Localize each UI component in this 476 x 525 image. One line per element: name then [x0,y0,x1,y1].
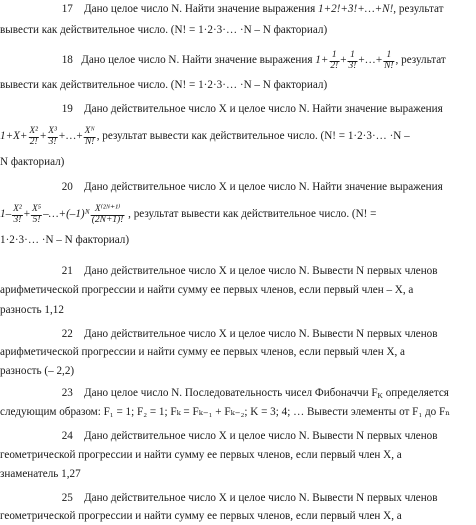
item-25-line1: 25 Дано действительное число X и целое число N. Вывести N первых членов [61,492,438,504]
fraction: $\frac{\text{X³}}{3!}$ [48,125,57,147]
item-number: 22 [61,328,73,340]
item-18-line2: вывести как действительное число. (N! = 1·2·3·… ·N – N факториал) [0,79,328,91]
item-22-line1: 22 Дано действительное число X и целое число N. Вывести N первых членов [61,328,438,340]
fraction: $\frac{1}{N!}$ [384,49,394,71]
item-21-line3: разность 1,12 [0,304,64,316]
item-number: 24 [61,430,73,442]
item-number: 18 [61,54,73,67]
fraction: $\frac{\text{X²}}{3!}$ [13,203,22,225]
fraction: $\frac{\text{X⁽²ᴺ⁺¹⁾}}{(2N+1)!}$ [91,203,124,225]
fraction: $\frac{\text{Xᴺ}}{N!}$ [84,125,95,147]
item-24-line2: геометрической прогрессии и найти сумму ее первых членов, если первый член X, а [0,449,402,461]
item-19-line2: 1+X+ $\frac{\text{X²}}{2!}$ + $\frac{\text{X³}}{3!}$ +…+ $\frac{\text{Xᴺ}}{N!}$ , результат вывести как действительное число. (N! = 1·2·3·… ·N – [0,125,410,147]
item-18-line1: 18 Дано целое число N. Найти значение выражения 1+ $\frac{1}{2!}$ + $\frac{1}{3!}$ +…+ $\frac{1}{N!}$ , результат [61,49,446,71]
fraction: $\frac{1}{3!}$ [348,49,357,71]
item-number: 17 [61,3,73,15]
item-22-line3: разность (– 2,2) [0,365,75,377]
item-number: 20 [61,181,73,193]
item-25-line2: геометрической прогрессии и найти сумму ее первых членов, если первый член X, а [0,510,402,522]
item-19-line3: N факториал) [0,156,65,168]
fraction: $\frac{\text{X²}}{2!}$ [29,125,39,147]
item-21-line2: арифметической прогрессии и найти сумму ее первых членов, если первый член – X, а [0,284,414,296]
item-24-line1: 24 Дано действительное число X и целое число N. Вывести N первых членов [61,430,438,442]
item-number: 23 [61,387,73,399]
item-19-line1: 19 Дано действительное число X и целое число N. Найти значение выражения [61,103,443,115]
item-number: 25 [61,492,73,504]
item-20-line2: 1– $\frac{\text{X²}}{3!}$ + $\frac{\text{X⁵}}{5!}$ –…+(–1)ᴺ $\frac{\text{X⁽²ᴺ⁺¹⁾}}{(2N+1)!}$ , результат вывести как действительное число. (N! = [0,203,377,225]
item-23-line1: 23 Дано целое число N. Последовательность чисел Фибоначчи $F_K$ определяется [61,387,449,400]
item-24-line3: знаменатель 1,27 [0,468,81,480]
fraction: $\frac{1}{2!}$ [330,49,339,71]
item-number: 19 [61,103,73,115]
item-20-line3: 1·2·3·… ·N – N факториал) [0,234,130,246]
item-17-line2: вывести как действительное число. (N! = 1·2·3·… ·N – N факториал) [0,24,328,36]
item-21-line1: 21 Дано действительное число X и целое число N. Вывести N первых членов [61,265,438,277]
item-22-line2: арифметической прогрессии и найти сумму ее первых членов, если первый член X, а [0,346,406,358]
fraction: $\frac{\text{X⁵}}{5!}$ [32,203,42,225]
item-17-line1: 17 Дано целое число N. Найти значение выражения 1+2!+3!+…+N!, результат [61,3,444,15]
item-number: 21 [61,265,73,277]
item-20-line1: 20 Дано действительное число X и целое число N. Найти значение выражения [61,181,443,193]
item-23-line2: следующим образом: F₁ = 1; F₂ = 1; Fₖ = Fₖ₋₁ + Fₖ₋₂; K = 3; 4; … Вывести элементы от F₁ до Fₙ [0,406,451,418]
